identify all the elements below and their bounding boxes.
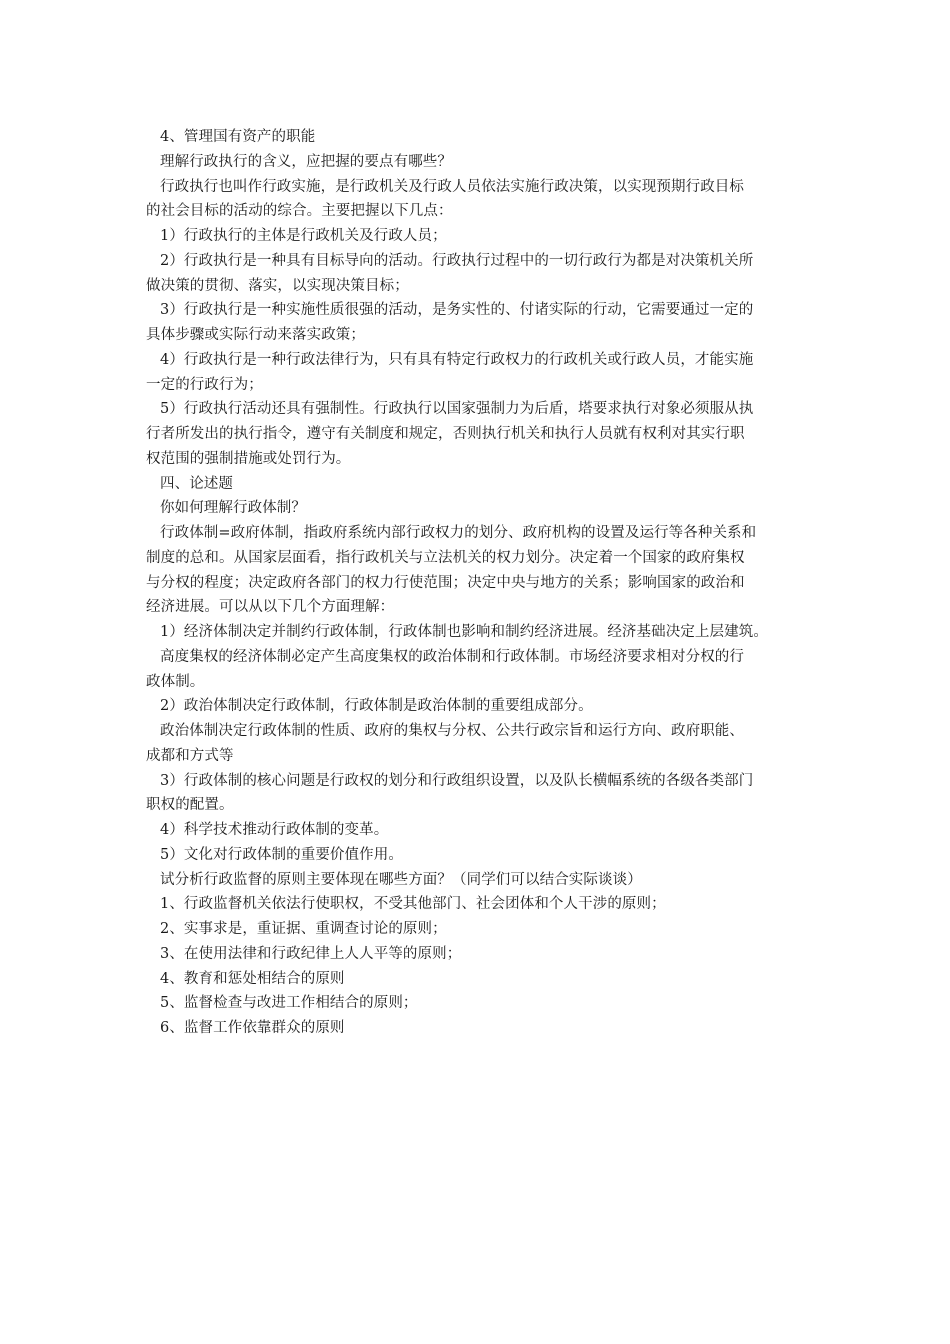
text-line: 的社会目标的活动的综合。主要把握以下几点： [146, 203, 453, 220]
text-line: 5）文化对行政体制的重要价值作用。 [160, 846, 403, 863]
document-body [146, 125, 826, 1041]
text-line: 1）行政执行的主体是行政机关及行政人员； [160, 228, 447, 244]
text-line: 4）科学技术推动行政体制的变革。 [160, 822, 389, 838]
text-line: 5、监督检查与改进工作相结合的原则； [160, 995, 418, 1012]
text-line: 4、管理国有资产的职能 [160, 129, 316, 145]
text-line: 权范围的强制措施或处罚行为。 [146, 450, 351, 467]
text-line: 2）行政执行是一种具有目标导向的活动。行政执行过程中的一切行政行为都是对决策机关所 [160, 252, 754, 269]
text-line: 经济进展。可以从以下几个方面理解： [146, 599, 395, 616]
text-line: 行政体制=政府体制，指政府系统内部行政权力的划分、政府机构的设置及运行等各种关系和 [160, 525, 757, 541]
text-line: 高度集权的经济体制必定产生高度集权的政治体制和行政体制。市场经济要求相对分权的行 [160, 648, 744, 665]
text-line: 行政执行也叫作行政实施，是行政机关及行政人员依法实施行政决策，以实现预期行政目标 [160, 178, 744, 195]
text-line: 2、实事求是，重证据、重调查讨论的原则； [160, 921, 447, 937]
text-line: 做决策的贯彻、落实，以实现决策目标； [146, 277, 409, 294]
text-line: 6、监督工作依靠群众的原则 [160, 1020, 345, 1036]
text-line: 4、教育和惩处相结合的原则 [160, 970, 345, 987]
text-line: 政治体制决定行政体制的性质、政府的集权与分权、公共行政宗旨和运行方向、政府职能、 [160, 723, 744, 739]
text-line: 2）政治体制决定行政体制，行政体制是政治体制的重要组成部分。 [160, 698, 593, 715]
text-line: 一定的行政行为； [146, 376, 263, 393]
text-line: 成都和方式等 [146, 747, 234, 764]
text-line: 职权的配置。 [146, 797, 234, 814]
text-line: 四、论述题 [160, 475, 233, 492]
text-line: 4）行政执行是一种行政法律行为，只有具有特定行政权力的行政机关或行政人员，才能实施 [160, 351, 754, 368]
text-line: 1）经济体制决定并制约行政体制，行政体制也影响和制约经济进展。经济基础决定上层建筑。 [160, 624, 768, 640]
text-line: 具体步骤或实际行动来落实政策； [146, 327, 365, 343]
text-line: 行者所发出的执行指令，遵守有关制度和规定，否则执行机关和执行人员就有权利对其实行职 [146, 426, 745, 442]
text-line: 理解行政执行的含义，应把握的要点有哪些？ [160, 153, 452, 170]
text-line: 试分析行政监督的原则主要体现在哪些方面？（同学们可以结合实际谈谈） [160, 871, 642, 888]
text-line: 你如何理解行政体制？ [160, 500, 306, 517]
text-line: 制度的总和。从国家层面看，指行政机关与立法机关的权力划分。决定着一个国家的政府集权 [146, 549, 745, 566]
text-line: 3）行政执行是一种实施性质很强的活动，是务实性的、付诸实际的行动，它需要通过一定的 [160, 302, 754, 319]
text-line: 1、行政监督机关依法行使职权，不受其他部门、社会团体和个人干涉的原则； [160, 896, 666, 913]
text-line: 3、在使用法律和行政纪律上人人平等的原则； [160, 945, 462, 962]
text-line: 与分权的程度；决定政府各部门的权力行使范围；决定中央与地方的关系；影响国家的政治和 [146, 574, 745, 591]
text-line: 3）行政体制的核心问题是行政权的划分和行政组织设置，以及队长横幅系统的各级各类部门 [160, 772, 754, 789]
text-line: 5）行政执行活动还具有强制性。行政执行以国家强制力为后盾，塔要求执行对象必须服从执 [160, 401, 754, 418]
text-line: 政体制。 [146, 673, 205, 690]
